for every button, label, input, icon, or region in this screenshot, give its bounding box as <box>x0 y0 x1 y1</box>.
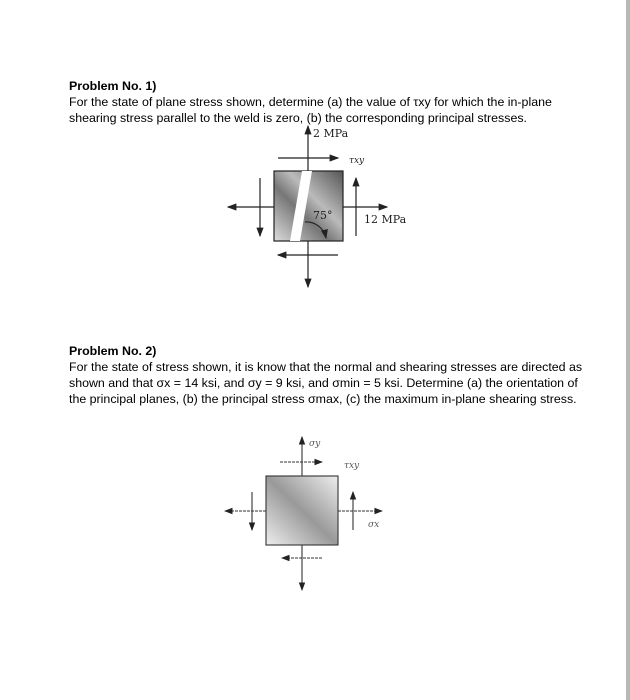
fig1-tau-label: τxy <box>349 156 365 166</box>
fig2-sigma-x-label: σx <box>368 520 380 530</box>
problem-1-title: Problem No. 1) <box>69 79 157 93</box>
problem-2-text: For the state of stress shown, it is know that the normal and shearing stresses are directed as shown and that σx = 14 ksi, and σy = 9 ksi, and σmin = 5 ksi. Determine (a) the orientation of the principal planes, (b) the principal stress σmax, (c) the maximum in-plane shearing stress. <box>69 360 583 406</box>
stress-element-2 <box>266 476 338 545</box>
figure-1 <box>228 126 387 287</box>
problem-1-text: For the state of plane stress shown, determine (a) the value of τxy for which the in-plane shearing stress parallel to the weld is zero, (b) the corresponding principal stresses. <box>69 95 552 125</box>
fig1-sigma-x-label: 12 MPa <box>364 213 407 226</box>
figure-2 <box>225 437 382 590</box>
fig2-sigma-y-label: σy <box>309 439 321 449</box>
fig1-sigma-y-label: 2 MPa <box>313 127 349 140</box>
fig2-tau-label: τxy <box>344 461 360 471</box>
problem-2-title: Problem No. 2) <box>69 344 157 358</box>
fig1-angle-label: 75° <box>313 209 333 222</box>
